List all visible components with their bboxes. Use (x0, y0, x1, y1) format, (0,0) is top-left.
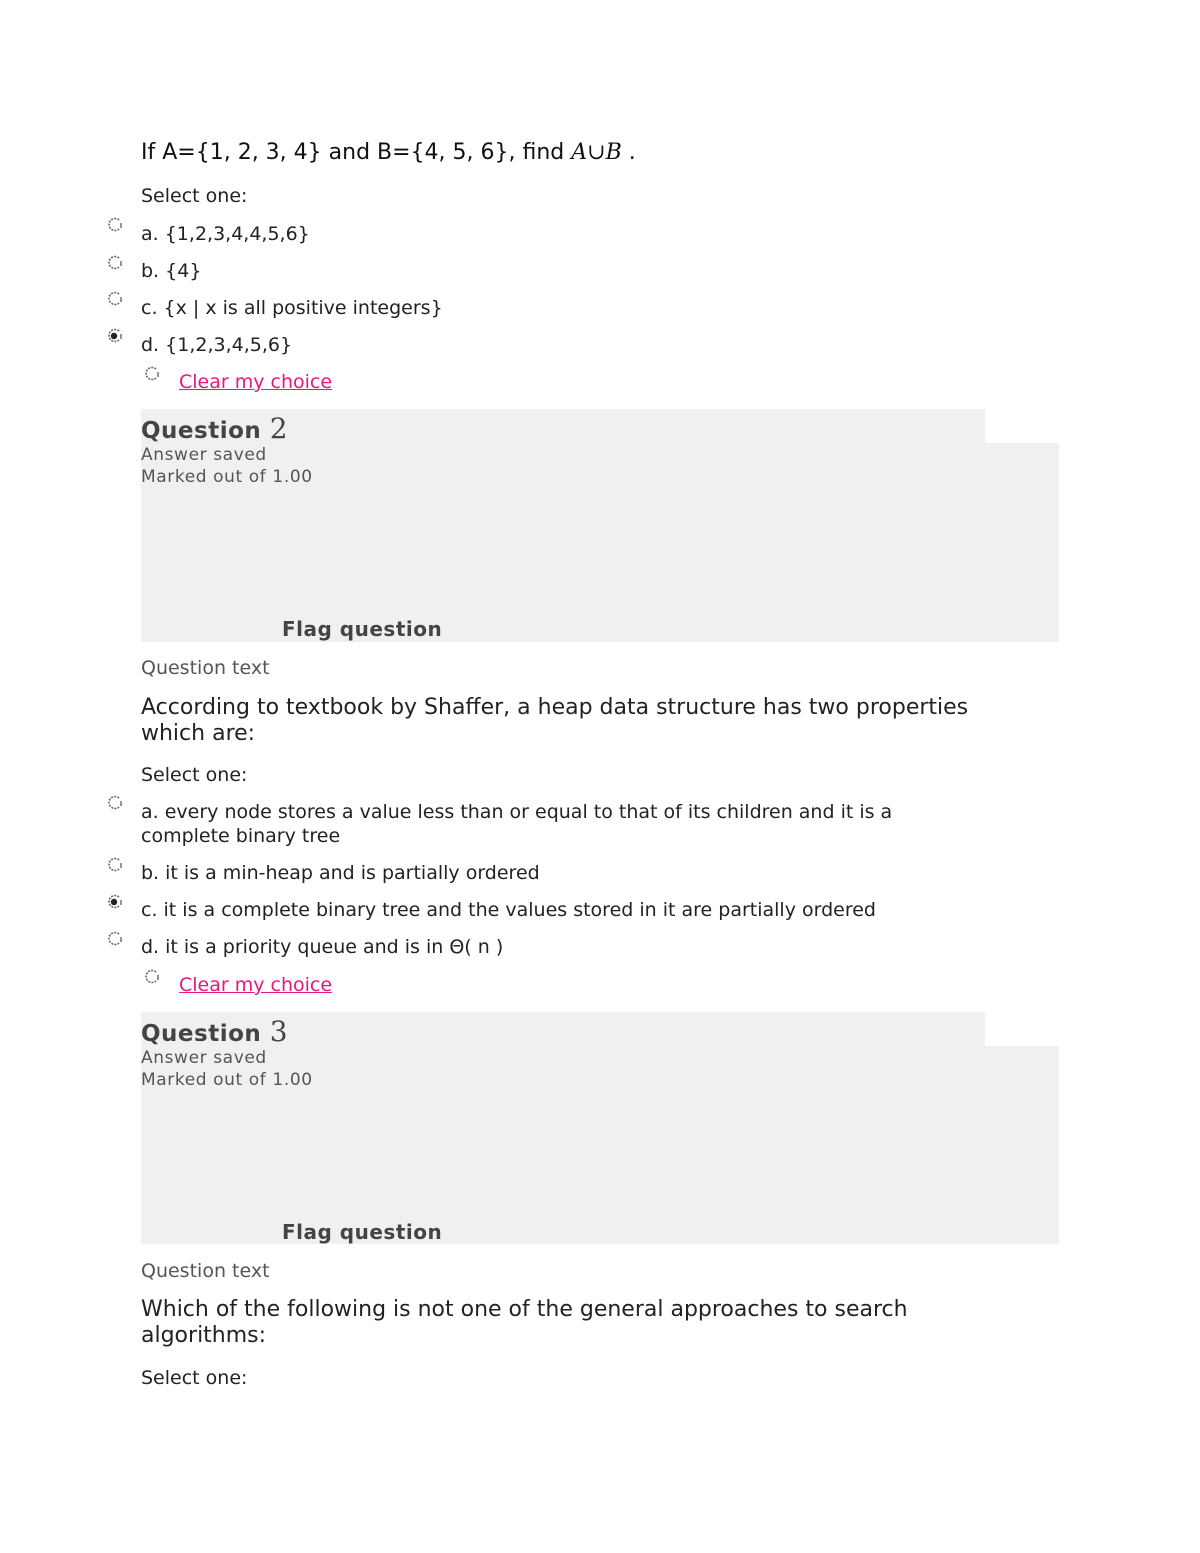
option-label[interactable]: c. {x | x is all positive integers} (141, 297, 443, 319)
question-1-text: If A={1, 2, 3, 4} and B={4, 5, 6}, find A∪B . (141, 140, 636, 165)
radio-option-q2-c[interactable] (106, 893, 124, 911)
radio-option-q1-c[interactable] (106, 290, 124, 308)
question-2-text: According to textbook by Shaffer, a heap data structure has two properties which are: (141, 695, 969, 746)
option-label[interactable]: d. {1,2,3,4,5,6} (141, 334, 293, 356)
option-label[interactable]: b. it is a min-heap and is partially ordered (141, 862, 540, 884)
clear-my-choice-link[interactable]: Clear my choice (179, 371, 333, 393)
radio-option-q1-d[interactable] (106, 327, 124, 345)
marked-out-of: Marked out of 1.00 (141, 1070, 313, 1090)
radio-clear-q2[interactable] (143, 968, 161, 986)
radio-option-q2-b[interactable] (106, 856, 124, 874)
question-3-text: Which of the following is not one of the general approaches to search algorithms: (141, 1297, 908, 1348)
flag-question-button[interactable]: Flag question (282, 617, 443, 641)
question-text-label: Question text (141, 657, 270, 679)
flag-question-button[interactable]: Flag question (282, 1220, 443, 1244)
question-number-heading: Question 3 (141, 1015, 289, 1048)
select-one-label: Select one: (141, 185, 248, 207)
option-label[interactable]: d. it is a priority queue and is in Θ( n ) (141, 936, 504, 958)
question-number-heading: Question 2 (141, 412, 289, 445)
radio-option-q1-a[interactable] (106, 216, 124, 234)
marked-out-of: Marked out of 1.00 (141, 467, 313, 487)
option-label[interactable]: b. {4} (141, 260, 202, 282)
radio-option-q1-b[interactable] (106, 254, 124, 272)
radio-option-q2-a[interactable] (106, 794, 124, 812)
radio-clear-q1[interactable] (143, 365, 161, 383)
option-label[interactable]: a. {1,2,3,4,4,5,6} (141, 223, 310, 245)
option-label[interactable]: c. it is a complete binary tree and the values stored in it are partially ordered (141, 899, 876, 921)
answer-status: Answer saved (141, 1048, 267, 1068)
radio-option-q2-d[interactable] (106, 930, 124, 948)
answer-status: Answer saved (141, 445, 267, 465)
select-one-label: Select one: (141, 1367, 248, 1389)
clear-my-choice-link[interactable]: Clear my choice (179, 974, 333, 996)
union-expression: A∪B (571, 140, 622, 165)
select-one-label: Select one: (141, 764, 248, 786)
option-label[interactable]: a. every node stores a value less than or equal to that of its children and it is a complete binary tree (141, 801, 893, 847)
question-text-label: Question text (141, 1260, 270, 1282)
